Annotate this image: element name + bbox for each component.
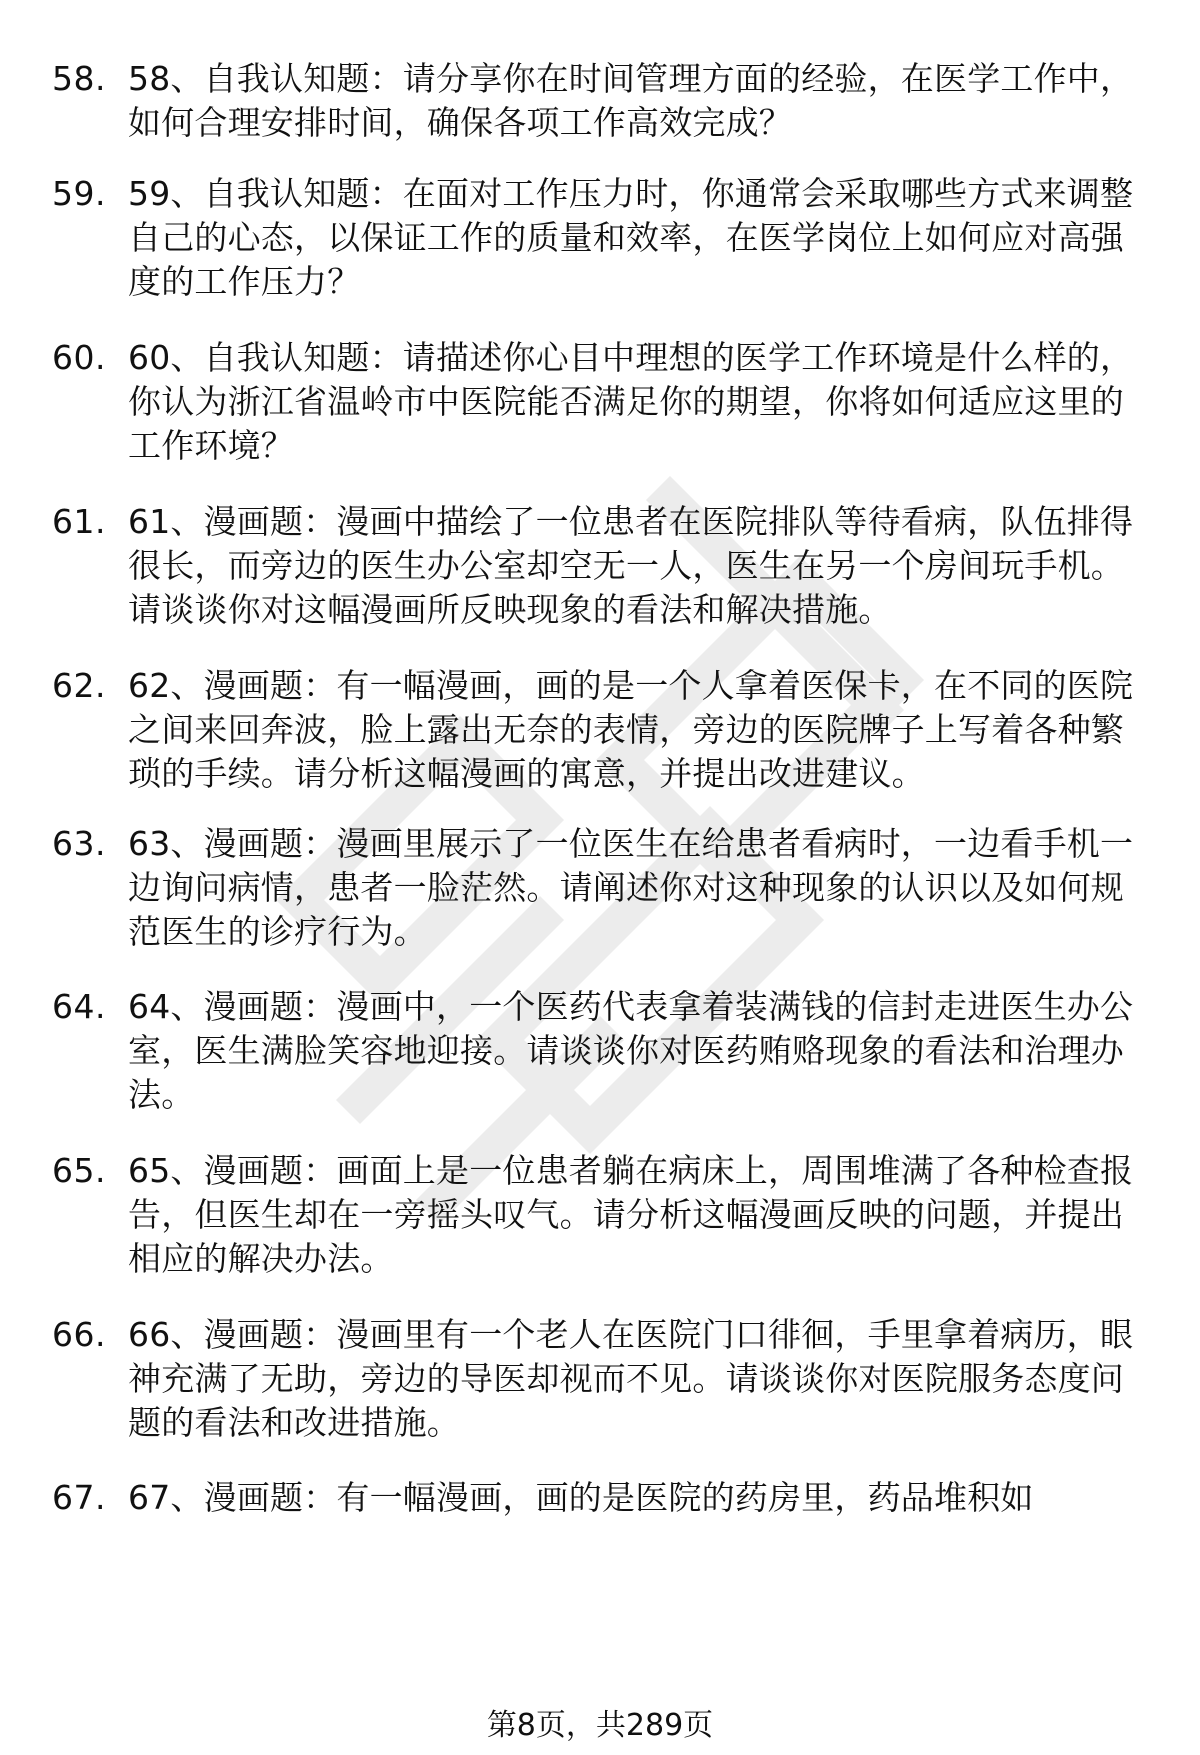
question-item — [52, 822, 1152, 954]
question-text: 58、自我认知题：请分享你在时间管理方面的经验，在医学工作中，如何合理安排时间，确保各项工作高效完成？ — [128, 59, 1134, 142]
question-item — [52, 985, 1152, 1117]
question-text: 66、漫画题：漫画里有一个老人在医院门口徘徊，手里拿着病历，眼神充满了无助，旁边的导医却视而不见。请谈谈你对医院服务态度问题的看法和改进措施。 — [128, 1315, 1134, 1442]
question-number: 66. — [52, 1315, 106, 1354]
question-number: 63. — [52, 824, 106, 863]
question-text: 67、漫画题：有一幅漫画，画的是医院的药房里，药品堆积如 — [128, 1478, 1034, 1517]
question-item — [52, 1476, 1152, 1520]
question-number: 65. — [52, 1151, 106, 1190]
question-item — [52, 57, 1152, 145]
question-text: 65、漫画题：画面上是一位患者躺在病床上，周围堆满了各种检查报告，但医生却在一旁摇头叹气。请分析这幅漫画反映的问题，并提出相应的解决办法。 — [128, 1151, 1134, 1278]
question-item — [52, 172, 1152, 304]
question-number: 67. — [52, 1478, 106, 1517]
question-item — [52, 664, 1152, 796]
question-text: 61、漫画题：漫画中描绘了一位患者在医院排队等待看病，队伍排得很长，而旁边的医生办公室却空无一人，医生在另一个房间玩手机。请谈谈你对这幅漫画所反映现象的看法和解决措施。 — [128, 502, 1134, 629]
page-footer: 第8页，共289页 — [486, 1708, 714, 1743]
question-number: 59. — [52, 174, 106, 213]
question-number: 61. — [52, 502, 106, 541]
question-text: 64、漫画题：漫画中，一个医药代表拿着装满钱的信封走进医生办公室，医生满脸笑容地迎接。请谈谈你对医药贿赂现象的看法和治理办法。 — [128, 987, 1134, 1114]
question-number: 58. — [52, 59, 106, 98]
question-number: 60. — [52, 338, 106, 377]
question-number: 62. — [52, 666, 106, 705]
question-item — [52, 1313, 1152, 1445]
question-text: 60、自我认知题：请描述你心目中理想的医学工作环境是什么样的，你认为浙江省温岭市中医院能否满足你的期望，你将如何适应这里的工作环境？ — [128, 338, 1134, 465]
question-text: 62、漫画题：有一幅漫画，画的是一个人拿着医保卡，在不同的医院之间来回奔波，脸上露出无奈的表情，旁边的医院牌子上写着各种繁琐的手续。请分析这幅漫画的寓意，并提出改进建议。 — [128, 666, 1134, 793]
question-number: 64. — [52, 987, 106, 1026]
question-text: 59、自我认知题：在面对工作压力时，你通常会采取哪些方式来调整自己的心态，以保证工作的质量和效率，在医学岗位上如何应对高强度的工作压力？ — [128, 174, 1134, 301]
question-item — [52, 336, 1152, 468]
question-item — [52, 500, 1152, 632]
question-text: 63、漫画题：漫画里展示了一位医生在给患者看病时，一边看手机一边询问病情，患者一脸茫然。请阐述你对这种现象的认识以及如何规范医生的诊疗行为。 — [128, 824, 1134, 951]
question-item — [52, 1149, 1152, 1281]
